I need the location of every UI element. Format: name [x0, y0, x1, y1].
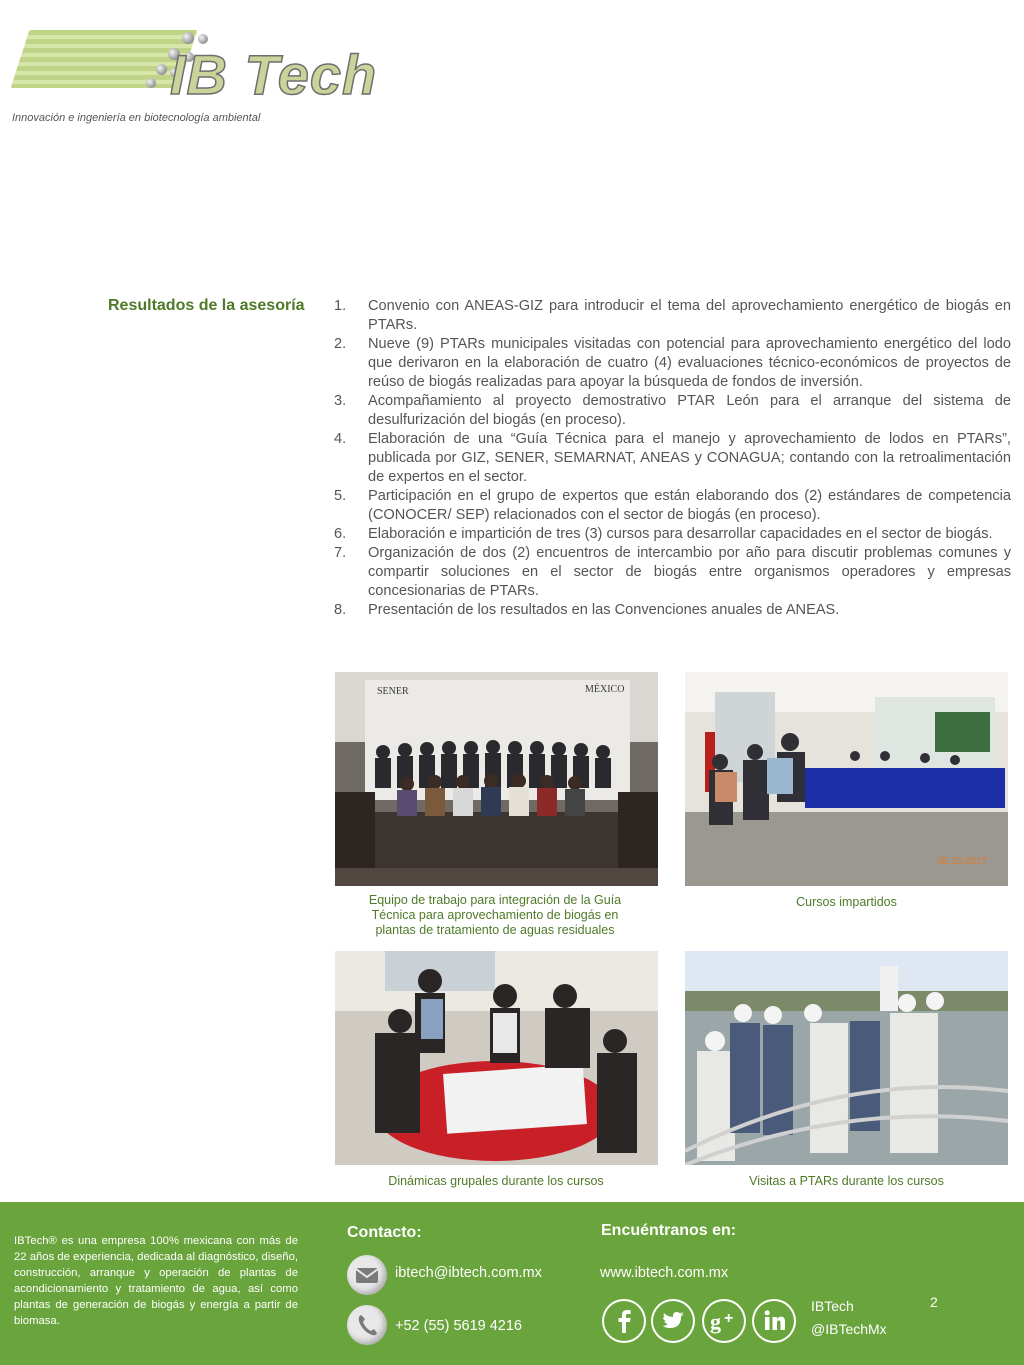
linkedin-icon[interactable] — [752, 1299, 796, 1343]
social-handle: @IBTechMx — [811, 1321, 887, 1337]
list-item — [334, 544, 1011, 601]
mexico-sign: MÉXICO — [585, 684, 625, 695]
list-text: Participación en el grupo de expertos que están elaborando dos (2) estándares de competencia (CONOCER/ SEP) relacionados con el sector de biogás (en proceso). — [368, 488, 1011, 523]
google-plus-icon[interactable] — [702, 1299, 746, 1343]
list-number: 3. — [334, 393, 347, 409]
list-text: Acompañamiento al proyecto demostrativo PTAR León para el arranque del sistema de desulfurización del biogás (en proceso). — [368, 393, 1011, 428]
list-item — [334, 487, 1011, 525]
social-name: IBTech — [811, 1298, 854, 1314]
group-photo — [335, 672, 658, 886]
group-dynamics-photo — [335, 951, 658, 1165]
list-number: 5. — [334, 488, 347, 504]
twitter-icon[interactable] — [651, 1299, 695, 1343]
list-text: Presentación de los resultados en las Convenciones anuales de ANEAS. — [368, 602, 840, 618]
list-item — [334, 601, 1011, 620]
date-stamp: 08.23.2017 — [937, 856, 988, 867]
list-number: 7. — [334, 545, 347, 561]
page-number: 2 — [930, 1294, 938, 1310]
list-text: Convenio con ANEAS-GIZ para introducir el tema del aprovechamiento energético de biogás en PTARs. — [368, 298, 1011, 333]
svg-text:g: g — [710, 1309, 721, 1334]
photo-caption: Cursos impartidos — [796, 895, 897, 909]
list-item — [334, 430, 1011, 487]
photo-caption: Visitas a PTARs durante los cursos — [749, 1174, 944, 1188]
email-icon — [347, 1255, 387, 1295]
company-logo — [8, 12, 378, 108]
list-item — [334, 335, 1011, 392]
list-item — [334, 525, 1011, 544]
course-photo — [685, 672, 1008, 886]
list-number: 8. — [334, 602, 347, 618]
logo-dot — [156, 64, 167, 75]
list-item — [334, 392, 1011, 430]
photo-caption: Equipo de trabajo para integración de la Guía Técnica para aprovechamiento de biogás en plantas de tratamiento de aguas residuales — [368, 893, 622, 937]
footer — [0, 1202, 1024, 1365]
list-text: Organización de dos (2) encuentros de intercambio por año para discutir problemas comunes y compartir soluciones en el sector de biogás entre organismos operadores y empresas concesionarias de PTARs. — [368, 545, 1011, 599]
email-link[interactable]: ibtech@ibtech.com.mx — [395, 1265, 542, 1281]
list-number: 6. — [334, 526, 347, 542]
phone-number[interactable]: +52 (55) 5619 4216 — [395, 1318, 522, 1334]
photo-caption: Dinámicas grupales durante los cursos — [388, 1174, 604, 1188]
contact-title: Contacto: — [347, 1224, 422, 1241]
website-link[interactable]: www.ibtech.com.mx — [600, 1265, 729, 1281]
company-description: IBTech® es una empresa 100% mexicana con más de 22 años de experiencia, dedicada al diagnóstico, diseño, construcción, arranque y operación de plantas de acondicionamiento y tratamiento de agua, así como plantas de generación de biogás y energía a partir de biomasa. — [14, 1235, 298, 1327]
svg-text:+: + — [724, 1310, 734, 1327]
list-item — [334, 297, 1011, 335]
logo-dot — [146, 78, 156, 88]
list-number: 2. — [334, 336, 347, 352]
results-list — [334, 297, 1011, 620]
section-title: Resultados de la asesoría — [108, 297, 305, 314]
list-text: Nueve (9) PTARs municipales visitadas con potencial para aprovechamiento energético del lodo que derivaron en la elaboración de cuatro (4) evaluaciones técnico-económicos de proyectos de reúso de biogás realizadas para apoyar la búsqueda de fondos de inversión. — [368, 336, 1011, 390]
list-number: 4. — [334, 431, 347, 447]
facebook-icon[interactable] — [602, 1299, 646, 1343]
list-text: Elaboración e impartición de tres (3) cursos para desarrollar capacidades en el sector de biogás. — [368, 526, 993, 542]
plant-visit-photo — [685, 951, 1008, 1165]
logo-text: IB Tech — [170, 43, 378, 106]
list-text: Elaboración de una “Guía Técnica para el manejo y aprovechamiento de lodos en PTARs”, publicada por GIZ, SENER, SEMARNAT, ANEAS y CONAGUA; contando con la retroalimentación de expertos en el sector. — [368, 431, 1011, 485]
sener-sign: SENER — [377, 686, 409, 697]
list-number: 1. — [334, 298, 347, 314]
phone-icon — [347, 1305, 387, 1345]
find-us-title: Encuéntranos en: — [601, 1222, 737, 1239]
tagline: Innovación e ingeniería en biotecnología ambiental — [12, 112, 261, 124]
